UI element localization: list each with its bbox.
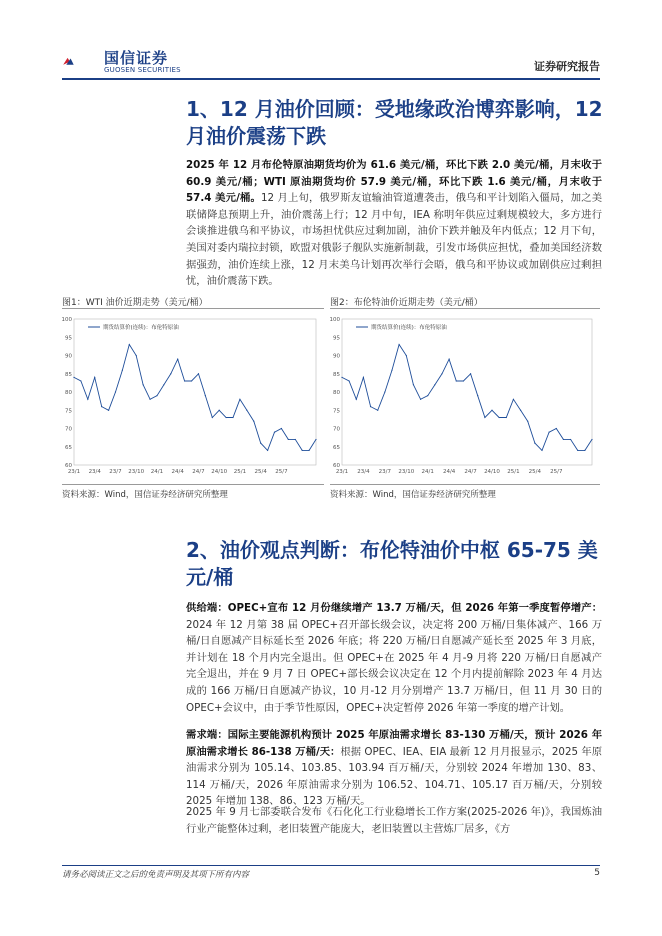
data-point	[434, 384, 435, 385]
data-point	[563, 439, 564, 440]
x-tick-label: 25/1	[233, 469, 247, 475]
logo-subtext: GUOSEN SECURITIES	[104, 66, 181, 74]
data-point	[591, 439, 592, 440]
demand-lead: 需求端：国际主要能源机构预计 2025 年原油需求增长 83-130 万桶/天，预计 2026 年原油需求增长 86-138 万桶/天：	[186, 729, 602, 758]
data-point	[143, 384, 144, 385]
plot-frame	[342, 319, 592, 465]
x-tick-label: 23/4	[88, 469, 101, 475]
y-tick-label: 90	[65, 353, 72, 360]
y-tick-label: 70	[65, 426, 72, 433]
data-point	[491, 410, 492, 411]
data-point	[101, 406, 102, 407]
data-point	[191, 380, 192, 381]
x-tick-label: 25/4	[528, 469, 542, 475]
data-point	[219, 410, 220, 411]
demand-body: 根据 OPEC、IEA、EIA 最新 12 月月报显示，2025 年原油需求分别为 105.14、103.85、103.94 百万桶/天，分别较 2024 年增加 130、83、114 万桶/天，2026 年原油需求分别为 106.52、104.71、105.17 百万桶/天，分别较 2025 年增加 138、86、123 万桶/天。	[186, 745, 602, 808]
figure2-top-rule	[330, 308, 600, 309]
data-point	[456, 380, 457, 381]
x-tick-label: 24/1	[421, 469, 434, 475]
data-point	[584, 450, 585, 451]
data-point	[253, 421, 254, 422]
data-point	[177, 359, 178, 360]
data-point	[281, 428, 282, 429]
data-point	[239, 399, 240, 400]
data-point	[541, 450, 542, 451]
page-number: 5	[594, 868, 600, 878]
section1-body: 12 月上旬，俄罗斯友谊输油管道遭袭击，俄乌和平计划陷入僵局，加之美联储降息预期上升，油价震荡上行；12 月中旬，IEA 称明年供应过剩规模较大，多方进行会谈推进俄乌和平协议，市场担忧供应过剩加剧，油价下跌并触及年内低点；12 月下旬，美国对委内瑞拉封锁，欧盟对俄影子舰队实施新制裁，引发市场供应担忧，叠加美国经济数据强劲，油价连续上涨，12 月末美乌计划再次举行会晤，俄乌和平协议或加剧供应过剩担忧，油价震荡下跌。	[186, 192, 602, 288]
data-point	[80, 380, 81, 381]
x-tick-label: 23/7	[378, 469, 392, 475]
y-tick-label: 70	[333, 426, 340, 433]
data-point	[577, 450, 578, 451]
y-tick-label: 90	[333, 353, 340, 360]
header-divider	[62, 78, 600, 80]
y-tick-label: 85	[65, 371, 72, 378]
figure1-bottom-rule	[62, 484, 324, 485]
series-line	[74, 345, 316, 451]
demand-paragraph	[186, 727, 602, 810]
data-point	[534, 443, 535, 444]
y-tick-label: 95	[65, 335, 72, 342]
y-tick-label: 80	[333, 390, 340, 396]
data-point	[499, 417, 500, 418]
figure2-title: 图2：布伦特油价近期走势（美元/桶）	[330, 298, 483, 308]
data-point	[302, 450, 303, 451]
data-point	[363, 377, 364, 378]
figure1-chart	[62, 311, 322, 481]
data-point	[391, 370, 392, 371]
y-tick-label: 60	[65, 463, 72, 469]
data-point	[156, 395, 157, 396]
y-tick-label: 85	[333, 371, 340, 378]
data-point	[413, 384, 414, 385]
figure1-top-rule	[62, 308, 324, 309]
x-tick-label: 24/10	[484, 469, 500, 475]
x-tick-label: 23/10	[398, 469, 415, 475]
data-point	[484, 417, 485, 418]
data-point	[246, 410, 247, 411]
data-point	[420, 399, 421, 400]
x-tick-label: 23/10	[128, 469, 145, 475]
data-point	[377, 410, 378, 411]
x-tick-label: 25/4	[254, 469, 267, 475]
data-point	[73, 377, 74, 378]
section2-heading: 2、油价观点判断：布伦特油价中枢 65-75 美元/桶	[186, 538, 598, 589]
logo-text: 国信证券	[104, 49, 169, 67]
y-tick-label: 60	[333, 463, 340, 469]
x-tick-label: 25/1	[507, 469, 520, 475]
data-point	[260, 443, 261, 444]
x-tick-label: 23/1	[67, 469, 81, 475]
data-point	[427, 395, 428, 396]
data-point	[506, 417, 507, 418]
legend-label: 期货结算价(连续)：布伦特原油	[371, 325, 447, 331]
y-tick-label: 80	[65, 390, 72, 396]
y-tick-label: 65	[333, 444, 340, 451]
x-tick-label: 24/10	[211, 469, 228, 475]
data-point	[129, 344, 130, 345]
supply-lead: 供给端：OPEC+宣布 12 月份继续增产 13.7 万桶/天，但 2026 年第一季度暂停增产：	[186, 602, 602, 614]
footer-divider	[62, 865, 600, 866]
y-tick-label: 75	[65, 408, 72, 415]
data-point	[108, 410, 109, 411]
supply-paragraph	[186, 600, 602, 716]
data-point	[520, 410, 521, 411]
report-type-label: 证券研究报告	[534, 60, 600, 73]
x-tick-label: 25/7	[550, 469, 563, 475]
x-tick-label: 23/1	[335, 469, 349, 475]
y-tick-label: 65	[65, 444, 72, 451]
series-line	[342, 345, 592, 451]
data-point	[470, 373, 471, 374]
policy-paragraph: 2025 年 9 月七部委联合发布《石化化工行业稳增长工作方案(2025-2026 年)》，我国炼油行业产能整体过剩，老旧装置产能庞大，老旧装置以主营炼厂居多，《方	[186, 806, 602, 835]
figure1-source: 资料来源：Wind，国信证券经济研究所整理	[62, 490, 228, 500]
figure2-source: 资料来源：Wind，国信证券经济研究所整理	[330, 490, 496, 500]
data-point	[232, 417, 233, 418]
data-point	[356, 399, 357, 400]
data-point	[513, 399, 514, 400]
x-tick-label: 23/7	[109, 469, 122, 475]
data-point	[295, 439, 296, 440]
data-point	[449, 359, 450, 360]
plot-frame	[74, 319, 316, 465]
data-point	[87, 399, 88, 400]
data-point	[477, 395, 478, 396]
data-point	[527, 421, 528, 422]
data-point	[463, 380, 464, 381]
data-point	[441, 373, 442, 374]
footer-disclaimer: 请务必阅读正文之后的免责声明及其项下所有内容	[62, 870, 250, 880]
data-point	[315, 439, 316, 440]
y-tick-label: 100	[330, 317, 340, 323]
data-point	[274, 432, 275, 433]
data-point	[122, 370, 123, 371]
x-tick-label: 25/7	[275, 469, 288, 475]
data-point	[341, 377, 342, 378]
figure2-bottom-rule	[330, 484, 600, 485]
y-tick-label: 95	[333, 335, 340, 342]
x-tick-label: 23/4	[357, 469, 370, 475]
data-point	[549, 432, 550, 433]
data-point	[205, 395, 206, 396]
data-point	[115, 391, 116, 392]
y-tick-label: 75	[333, 408, 340, 415]
figure2-chart	[330, 311, 598, 481]
data-point	[226, 417, 227, 418]
x-tick-label: 24/7	[464, 469, 477, 475]
data-point	[184, 380, 185, 381]
data-point	[163, 384, 164, 385]
data-point	[94, 377, 95, 378]
supply-body: 2024 年 12 月第 38 届 OPEC+召开部长级会议，决定将 200 万桶/日集体减产、166 万桶/日自愿减产目标延长至 2026 年底；将 220 万桶/日自愿减产延长至 2025 年 3 月底，并计划在 18 个月内完全退出。但 OPEC+在 2025 年 4 月-9 月将 220 万桶/日自愿减产完全退出，并在 9 月 7 日 OPEC+部长级会议决定在 12 个月内提前解除 2023 年 4 月达成的 166 万桶/日自愿减产协议，10 月-12 月分别增产 13.7 万桶/日，但 11 月 30 日的 OPEC+会议中，由于季节性原因，OPEC+决定暂停 2026 年第一季度的增产计划。	[186, 618, 602, 714]
data-point	[556, 428, 557, 429]
figure1-title: 图1：WTI 油价近期走势（美元/桶）	[62, 298, 208, 308]
data-point	[212, 417, 213, 418]
x-tick-label: 24/4	[442, 469, 456, 475]
data-point	[370, 406, 371, 407]
data-point	[288, 439, 289, 440]
x-tick-label: 24/4	[171, 469, 184, 475]
data-point	[349, 380, 350, 381]
data-point	[570, 439, 571, 440]
legend-label: 期货结算价(连续)：布伦特原油	[103, 325, 179, 331]
section1-heading: 1、12 月油价回顾：受地缘政治博弈影响，12 月油价震荡下跌	[186, 97, 603, 148]
data-point	[198, 373, 199, 374]
guosen-logo-icon	[62, 44, 102, 78]
y-tick-label: 100	[62, 317, 72, 323]
data-point	[136, 355, 137, 356]
section1-paragraph	[186, 157, 602, 290]
data-point	[308, 450, 309, 451]
x-tick-label: 24/7	[192, 469, 205, 475]
data-point	[267, 450, 268, 451]
data-point	[399, 344, 400, 345]
data-point	[406, 355, 407, 356]
section1-lead: 2025 年 12 月布伦特原油期货均价为 61.6 美元/桶，环比下跌 2.0 美元/桶，月末收于 60.9 美元/桶；WTI 原油期货均价 57.9 美元/桶，环比下跌 1.6 美元/桶，月末收于 57.4 美元/桶。	[186, 159, 602, 205]
data-point	[384, 391, 385, 392]
data-point	[170, 373, 171, 374]
x-tick-label: 24/1	[150, 469, 164, 475]
data-point	[149, 399, 150, 400]
